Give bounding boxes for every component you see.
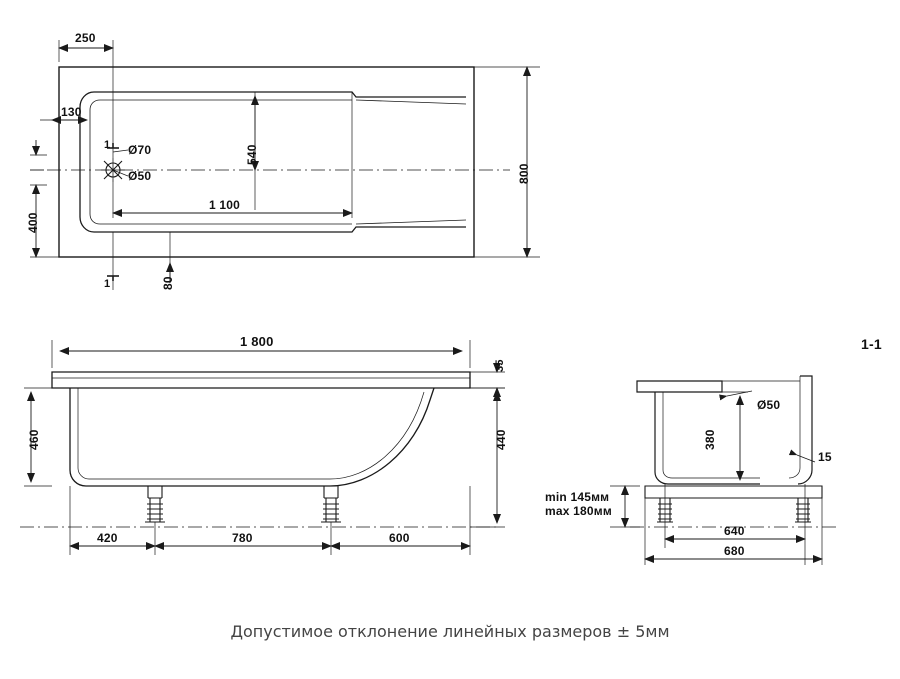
section-mark-label-bottom: 1	[104, 278, 111, 290]
dim-label-640: 640	[724, 524, 745, 538]
dim-label-d50: Ø50	[128, 169, 152, 183]
dim-label-max-height: max 180мм	[545, 504, 612, 518]
dim-label-780: 780	[232, 531, 253, 545]
dim-label-540: 540	[245, 144, 259, 165]
dim-label-420: 420	[97, 531, 118, 545]
dim-label-460: 460	[27, 429, 41, 450]
dim-label-380: 380	[703, 429, 717, 450]
dim-label-440: 440	[494, 429, 508, 450]
dim-label-15: 15	[818, 450, 832, 464]
dim-min-max-height	[610, 486, 640, 527]
dim-label-d70: Ø70	[128, 143, 152, 157]
dim-label-800: 800	[517, 163, 531, 184]
top-view-extension-lines	[30, 40, 540, 290]
front-view-outline	[52, 372, 470, 486]
dim-label-600: 600	[389, 531, 410, 545]
dim-label-80: 80	[161, 276, 175, 290]
dim-400	[30, 140, 44, 257]
dim-label-35: 35	[494, 359, 506, 372]
dim-label-130: 130	[61, 105, 82, 119]
footer-note: Допустимое отклонение линейных размеров ± 5мм	[230, 622, 670, 641]
dim-label-section-d50: Ø50	[757, 398, 781, 412]
dim-label-1800: 1 800	[240, 334, 274, 349]
section-mark-label-top: 1	[104, 139, 111, 151]
front-view-legs	[145, 486, 341, 522]
dim-label-400: 400	[26, 212, 40, 233]
dim-label-1100: 1 100	[209, 198, 241, 212]
section-title-1-1: 1-1	[861, 336, 882, 352]
dim-label-min-height: min 145мм	[545, 490, 610, 504]
dim-label-680: 680	[724, 544, 745, 558]
dim-label-250: 250	[75, 31, 96, 45]
